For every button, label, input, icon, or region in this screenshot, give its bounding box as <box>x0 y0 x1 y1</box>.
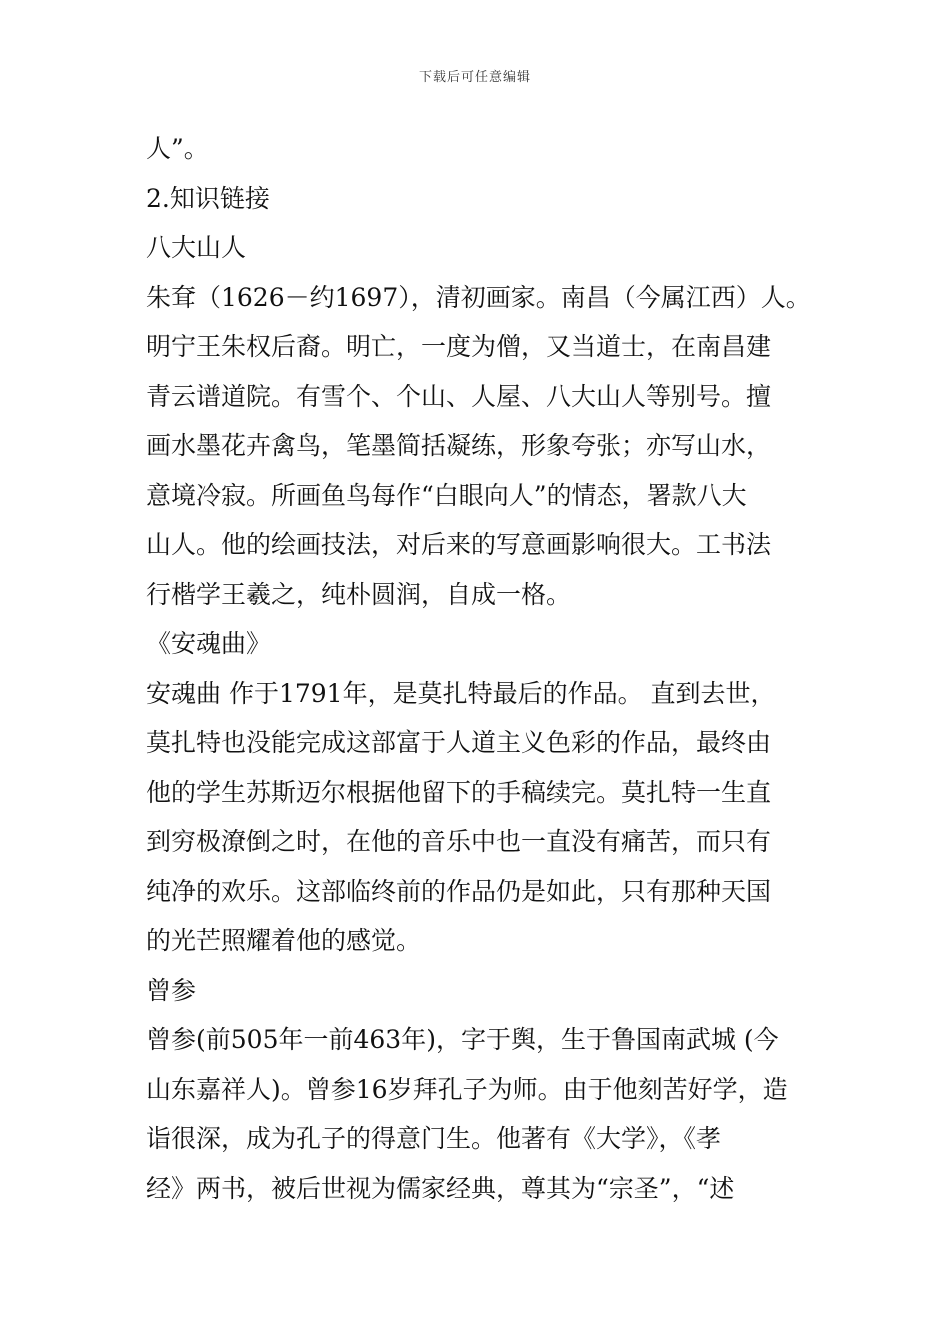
text-line: 山人。他的绘画技法，对后来的写意画影响很大。工书法 <box>146 530 772 559</box>
text-line: 朱耷（1626－约1697），清初画家。南昌（今属江西）人。 <box>146 282 811 312</box>
text-line: 到穷极潦倒之时，在他的音乐中也一直没有痛苦，而只有 <box>146 827 772 856</box>
text-line: 诣很深，成为孔子的得意门生。他著有《大学》，《孝 <box>146 1124 722 1153</box>
document-body <box>146 124 826 1213</box>
text-line: 人”。 <box>146 134 209 163</box>
text-line: 画水墨花卉禽鸟，笔墨简括凝练，形象夸张；亦写山水， <box>146 431 772 460</box>
page-header: 下载后可任意编辑 <box>418 70 531 85</box>
text-line: 青云谱道院。有雪个、个山、人屋、八大山人等别号。擅 <box>146 381 772 411</box>
text-line: 安魂曲 作于1791年，是莫扎特最后的作品。 直到去世， <box>146 678 776 708</box>
topic-heading: 《安魂曲》 <box>146 629 272 658</box>
text-line: 山东嘉祥人)。曾参16岁拜孔子为师。由于他刻苦好学，造 <box>146 1074 788 1104</box>
text-line: 他的学生苏斯迈尔根据他留下的手稿续完。莫扎特一生直 <box>146 777 772 807</box>
text-line: 明宁王朱权后裔。明亡，一度为僧，又当道士，在南昌建 <box>146 332 772 361</box>
topic-heading: 八大山人 <box>146 233 247 262</box>
text-line: 的光芒照耀着他的感觉。 <box>146 926 422 955</box>
topic-heading: 曾参 <box>146 975 197 1005</box>
text-line: 意境冷寂。所画鱼鸟每作“白眼向人”的情态，署款八大 <box>146 480 747 510</box>
section-heading: 2.知识链接 <box>146 183 270 213</box>
text-line: 莫扎特也没能完成这部富于人道主义色彩的作品，最终由 <box>146 728 772 757</box>
text-line: 纯净的欢乐。这部临终前的作品仍是如此，只有那种天国 <box>146 876 772 906</box>
text-line: 行楷学王羲之，纯朴圆润，自成一格。 <box>146 579 572 609</box>
text-line: 经》两书，被后世视为儒家经典，尊其为“宗圣”，“述 <box>146 1173 735 1203</box>
text-line: 曾参(前505年一前463年)，字于舆，生于鲁国南武城 (今 <box>146 1025 779 1054</box>
